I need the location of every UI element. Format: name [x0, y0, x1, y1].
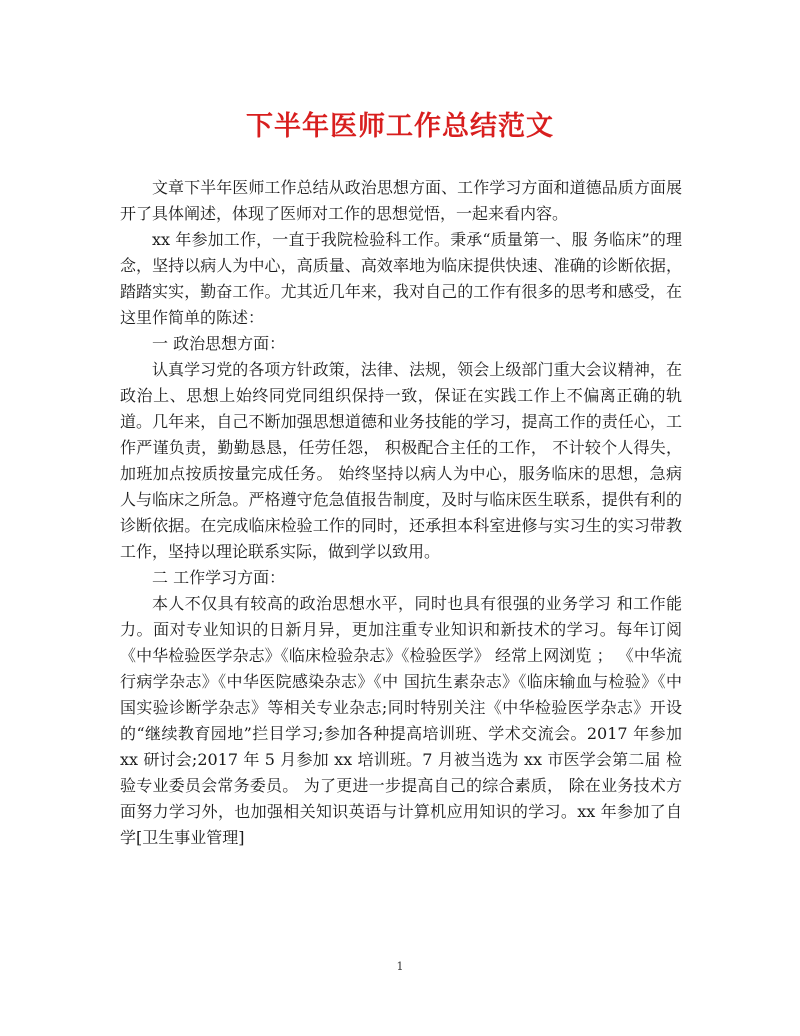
- paragraph-political: 认真学习党的各项方针政策，法律、法规，领会上级部门重大会议精神，在政治上、思想上始终同党同组织保持一致，保证在实践工作上不偏离正确的轨道。几年来，自己不断加强思想道德和业务技能的学习，提高工作的责任心，工作严谨负责，勤勤恳恳，任劳任怨， 积极配合主任的工作， 不计较个人得失，加班加点按质按量完成任务。 始终坚持以病人为中心，服务临床的思想，急病人与临床之所急。严格遵守危急值报告制度，及时与临床医生联系，提供有利的诊断依据。在完成临床检验工作的同时，还承担本科室进修与实习生的实习带教 工作，坚持以理论联系实际，做到学以致用。: [120, 360, 682, 561]
- document-title: 下半年医师工作总结范文: [246, 111, 554, 142]
- document-body: [120, 175, 682, 851]
- section-heading-work-study: 二 工作学习方面：: [152, 568, 286, 587]
- paragraph-overview: xx 年参加工作，一直于我院检验科工作。秉承“质量第一、服 务临床”的理念，坚持以病人为中心，高质量、高效率地为临床提供快速、准确的诊断依据，踏踏实实，勤奋工作。尤其近几年来，我对自己的工作有很多的思考和感受，在这里作简单的陈述：: [120, 230, 682, 327]
- paragraph-intro: 文章下半年医师工作总结从政治思想方面、工作学习方面和道德品质方面展开了具体阐述，体现了医师对工作的思想觉悟，一起来看内容。: [120, 178, 682, 223]
- paragraph-work-study: 本人不仅具有较高的政治思想水平，同时也具有很强的业务学习 和工作能力。面对专业知识的日新月异，更加注重专业知识和新技术的学习。每年订阅《中华检验医学杂志》《临床检验杂志》《检验医学》 经常上网浏览 ； 《中华流行病学杂志》《中华医院感染杂志》《中 国抗生素杂志》《临床输血与检验》《中国实验诊断学杂志》等相关专业杂志;同时特别关注《中华检验医学杂志》开设的“继续教育园地”拦目学习;参加各种提高培训班、学术交流会。2017 年参加 xx 研讨会;2017 年 5 月参加 xx 培训班。7 月被当选为 xx 市医学会第二届 检验专业委员会常务委员。 为了更进一步提高自己的综合素质， 除在业务技术方面努力学习外，也加强相关知识英语与计算机应用知识的学习。xx 年参加了自学[卫生事业管理]: [120, 594, 682, 847]
- page-number: 1: [396, 960, 404, 973]
- section-heading-political: 一 政治思想方面：: [152, 334, 286, 353]
